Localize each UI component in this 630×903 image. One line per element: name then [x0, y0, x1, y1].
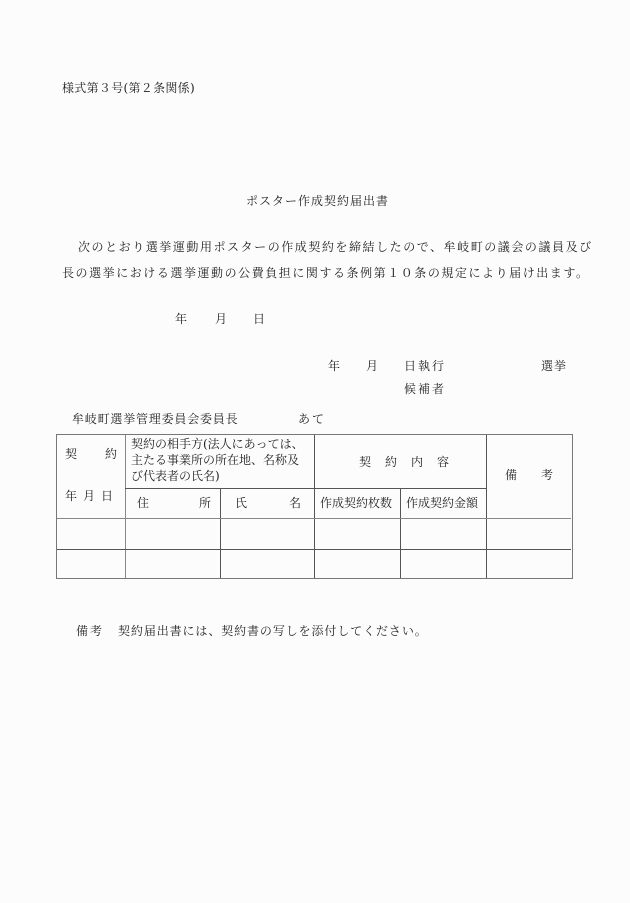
header-char: 容	[437, 455, 450, 469]
row-2-amount-cell[interactable]	[401, 550, 486, 578]
header-char: 日	[100, 489, 113, 503]
header-char: 約	[385, 455, 398, 469]
row-2-quantity-cell[interactable]	[315, 550, 400, 578]
election-month-label: 月	[366, 359, 379, 373]
election-day-exec-label: 日執行	[404, 359, 447, 373]
amount-header: 作成契約金額	[406, 496, 479, 510]
remarks-header	[505, 467, 553, 483]
recipient-name: 牟岐町選挙管理委員会委員長	[72, 412, 239, 426]
contract-date-header-bottom	[65, 488, 113, 504]
contract-table	[56, 434, 573, 579]
header-char: 考	[540, 468, 553, 482]
remarks-note	[76, 622, 428, 639]
recipient-suffix: あて	[298, 412, 327, 426]
counterparty-header	[131, 436, 304, 484]
row-1-amount-cell[interactable]	[401, 519, 486, 549]
body-text-line-1: 次のとおり選挙運動用ポスターの作成契約を締結したので、牟岐町の議会の議員及び	[78, 240, 593, 254]
quantity-header: 作成契約枚数	[320, 496, 393, 510]
table-divider	[125, 488, 486, 489]
counterparty-header-line: び代表者の氏名)	[131, 469, 220, 483]
body-text-line-2: 長の選挙における選挙運動の公費負担に関する条例第１０条の規定により届け出ます。	[62, 266, 590, 280]
name-header	[235, 495, 301, 511]
row-1-quantity-cell[interactable]	[315, 519, 400, 549]
row-1-name-cell[interactable]	[221, 519, 314, 549]
election-label: 選挙	[541, 359, 568, 373]
row-1-address-cell[interactable]	[126, 519, 220, 549]
date-day-label: 日	[253, 312, 266, 326]
header-char: 備	[505, 468, 518, 482]
contract-content-header	[359, 454, 449, 470]
date-month-label: 月	[215, 312, 228, 326]
contract-date-header-top	[65, 446, 117, 462]
counterparty-header-line: 主たる事業所の所在地、名称及	[131, 453, 300, 467]
header-char: 内	[411, 455, 424, 469]
candidate-label: 候補者	[404, 382, 447, 396]
row-1-remarks-cell[interactable]	[487, 519, 571, 549]
header-char: 住	[137, 496, 150, 510]
row-2-name-cell[interactable]	[221, 550, 314, 578]
header-char: 契	[65, 447, 78, 461]
date-year-label: 年	[175, 312, 188, 326]
header-char: 氏	[235, 496, 248, 510]
election-year-label: 年	[328, 359, 341, 373]
header-char: 名	[288, 496, 301, 510]
address-header	[137, 495, 211, 511]
header-char: 所	[198, 496, 211, 510]
header-char: 約	[104, 447, 117, 461]
form-number: 様式第３号(第２条関係)	[62, 81, 195, 95]
header-char: 月	[82, 489, 95, 503]
header-char: 年	[65, 489, 78, 503]
header-char: 契	[359, 455, 372, 469]
document-title: ポスター作成契約届出書	[246, 194, 390, 208]
remarks-note-label: 備考	[76, 624, 105, 638]
row-2-remarks-cell[interactable]	[487, 550, 571, 578]
row-2-address-cell[interactable]	[126, 550, 220, 578]
row-2-contract-date-cell[interactable]	[57, 550, 125, 578]
remarks-note-text: 契約届出書には、契約書の写しを添付してください。	[118, 624, 428, 638]
counterparty-header-line: 契約の相手方(法人にあっては、	[131, 437, 304, 451]
row-1-contract-date-cell[interactable]	[57, 519, 125, 549]
